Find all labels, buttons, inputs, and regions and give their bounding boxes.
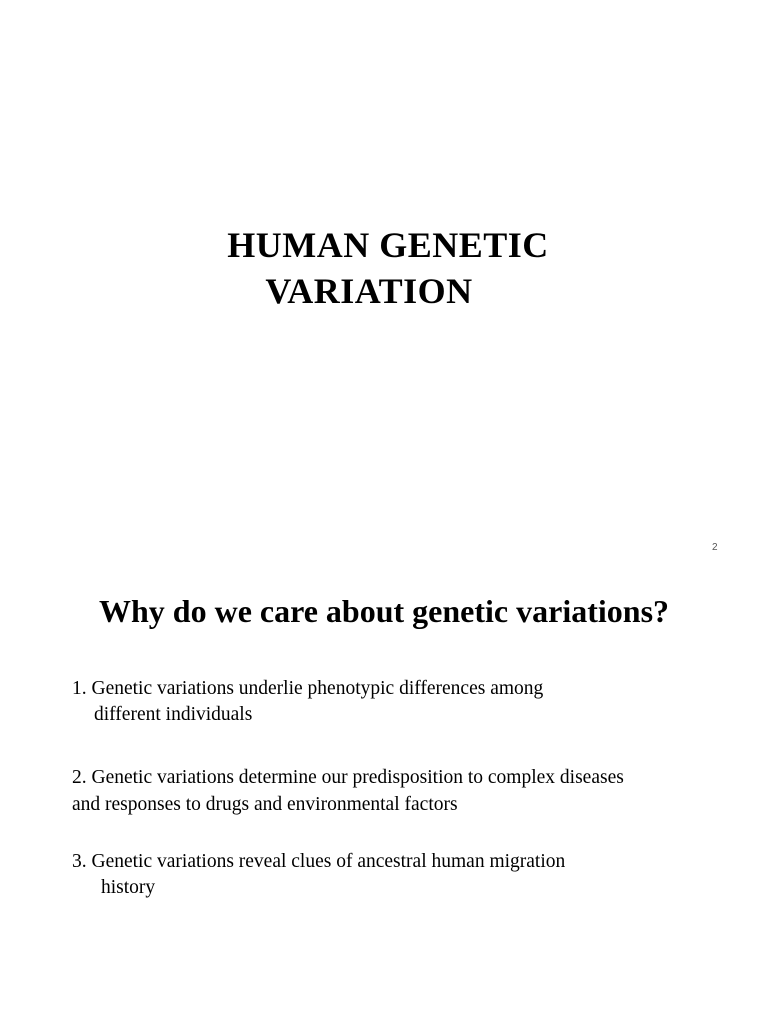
content-slide	[0, 565, 768, 1024]
slide-title-line-2: VARIATION	[265, 271, 473, 311]
slide-heading: Why do we care about genetic variations?	[98, 593, 670, 629]
page-number: 2	[712, 542, 718, 553]
list-item-line: different individuals	[94, 704, 253, 725]
list-item-line: 2. Genetic variations determine our predisposition to complex diseases	[72, 767, 624, 788]
list-item-line: 3. Genetic variations reveal clues of ancestral human migration	[72, 851, 566, 872]
list-item-line: history	[101, 877, 156, 898]
list-item-line: and responses to drugs and environmental factors	[72, 794, 458, 815]
list-item-line: 1. Genetic variations underlie phenotypic differences among	[72, 678, 544, 699]
slide-title-line-1: HUMAN GENETIC	[227, 225, 549, 265]
